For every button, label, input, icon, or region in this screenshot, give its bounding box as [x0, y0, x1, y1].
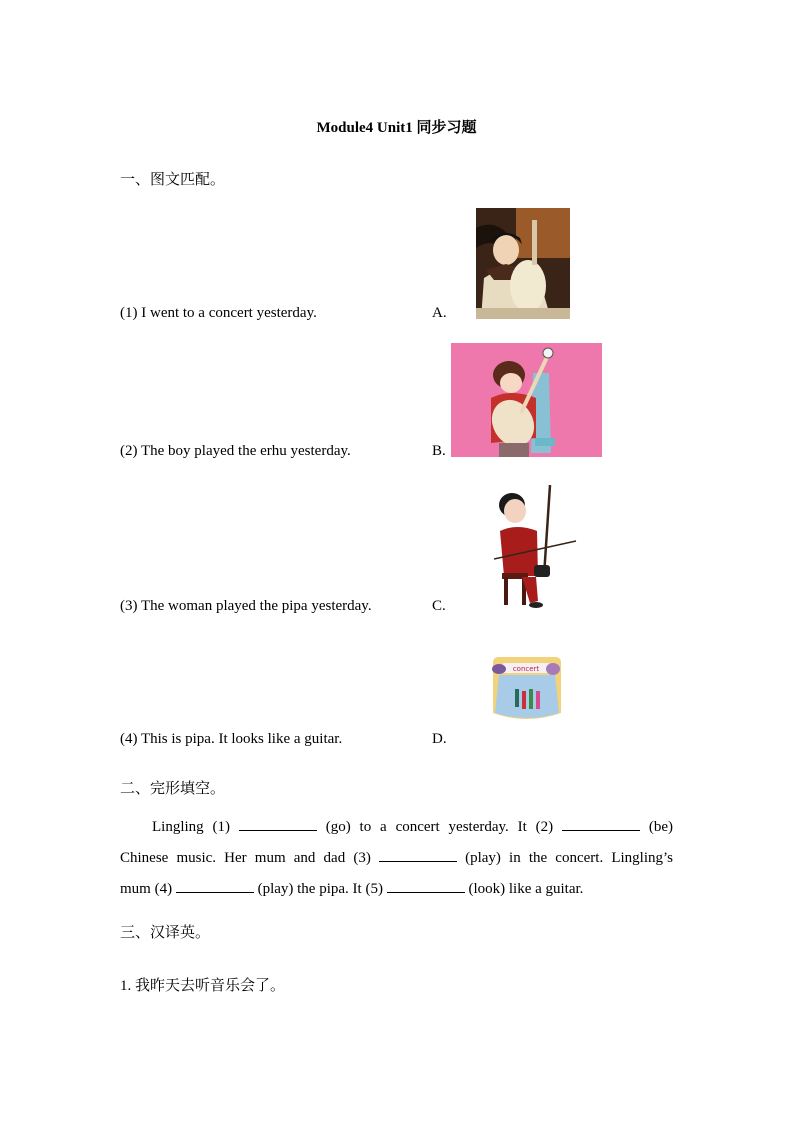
cloze-line-3 [120, 874, 673, 905]
cloze-line-2 [120, 843, 673, 874]
cloze-text: (go) to a concert yesterday. It (2) [316, 819, 562, 835]
cloze-passage [120, 812, 673, 905]
picture-b [451, 343, 602, 457]
blank-5-input[interactable] [387, 880, 465, 893]
item-text: 我昨天去听音乐会了。 [135, 976, 286, 994]
question-2: (2) The boy played the erhu yesterday. [120, 443, 351, 459]
cloze-text: (look) like a guitar. [464, 881, 584, 897]
question-1: (1) I went to a concert yesterday. [120, 305, 317, 321]
svg-text:concert: concert [512, 665, 540, 673]
boy-playing-erhu-image [492, 481, 580, 613]
blank-3-input[interactable] [379, 849, 457, 862]
blank-4-input[interactable] [176, 880, 254, 893]
girl-playing-pipa-image [451, 343, 602, 457]
option-c-label: C. [432, 598, 446, 614]
cloze-text: (play) the pipa. It (5) [253, 881, 387, 897]
concert-hall-image [489, 653, 565, 725]
option-d-label: D. [432, 731, 447, 747]
cloze-line-1 [120, 812, 673, 843]
option-a-label: A. [432, 305, 447, 321]
section-3-heading: 三、汉译英。 [120, 923, 211, 941]
question-4: (4) This is pipa. It looks like a guitar. [120, 731, 343, 747]
cloze-text: (play) in the concert. Lingling’s [456, 850, 673, 866]
page-title [0, 116, 793, 137]
option-b-label: B. [432, 443, 446, 459]
blank-2-input[interactable] [562, 818, 640, 831]
section-1-heading: 一、图文匹配。 [120, 170, 226, 188]
translation-item-1 [120, 974, 285, 995]
picture-a [476, 208, 570, 319]
picture-c [492, 481, 580, 613]
item-number: 1. [120, 978, 135, 994]
title-chinese: 同步习题 [416, 118, 477, 136]
blank-1-input[interactable] [239, 818, 317, 831]
cloze-text: mum (4) [120, 881, 176, 897]
woman-playing-pipa-image [476, 208, 570, 319]
picture-d [489, 653, 565, 725]
cloze-text: Lingling (1) [152, 819, 239, 835]
title-english: Module4 Unit1 [316, 120, 417, 136]
section-2-heading: 二、完形填空。 [120, 779, 226, 797]
question-3: (3) The woman played the pipa yesterday. [120, 598, 372, 614]
cloze-text: (be) [640, 819, 673, 835]
cloze-text: Chinese music. Her mum and dad (3) [120, 850, 379, 866]
